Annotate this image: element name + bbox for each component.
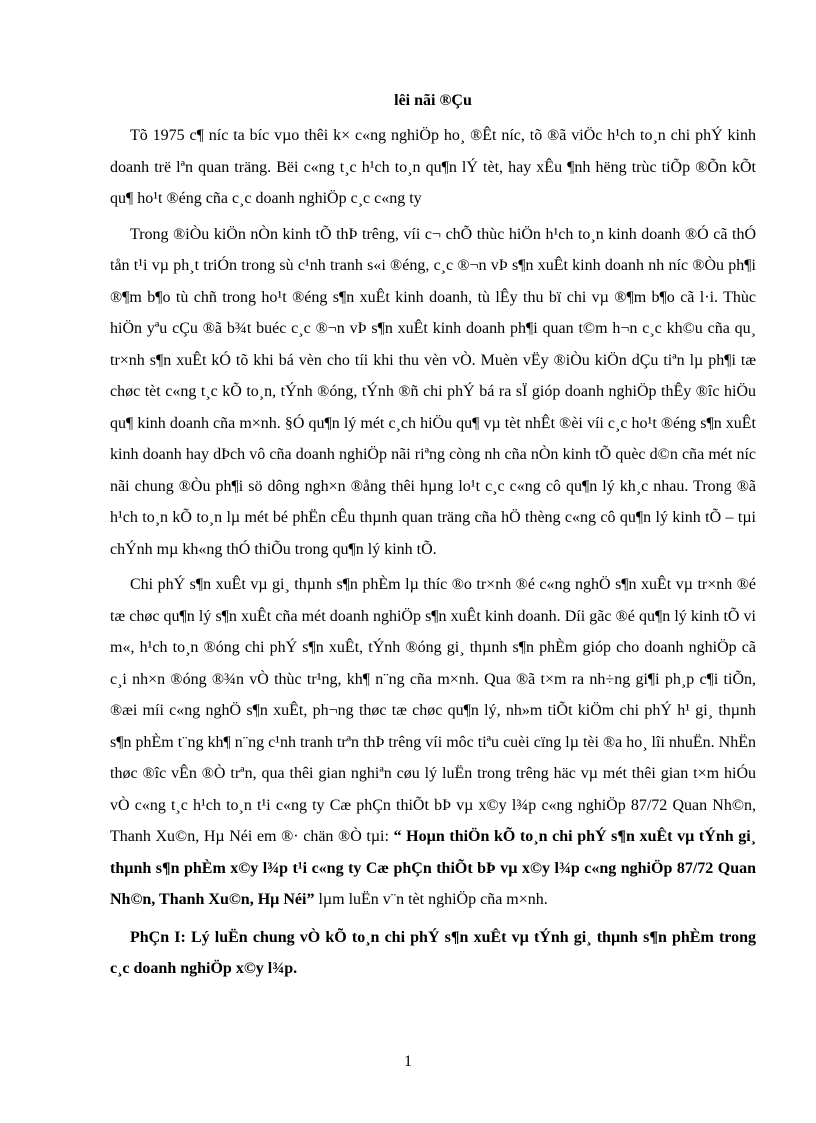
section-heading: PhÇn I: Lý luËn chung vÒ kÕ to¸n chi phÝ s¶n xuÊt vµ tÝnh gi¸ thµnh s¶n phÈm trong c¸c doanh nghiÖp x©y l¾p.	[110, 928, 756, 977]
paragraph-1: Tõ 1975 c¶ níc ta bíc vµo thêi k× c«ng nghiÖp ho¸ ®Êt níc, tõ ®ã viÖc h¹ch to¸n chi phÝ kinh doanh trë lªn quan träng. Bëi c«ng t¸c h¹ch to¸n qu¶n lÝ tèt, hay xÊu ¶nh hëng trùc tiÕp ®Õn kÕt qu¶ ho¹t ®éng cña c¸c doanh nghiÖp c¸c c«ng ty	[110, 127, 756, 207]
document-title: lêi nãi ®Çu	[394, 92, 472, 109]
paragraph-3-tail: lµm luËn v¨n tèt nghiÖp cña m×nh.	[314, 891, 548, 908]
page-number: 1	[404, 1053, 412, 1070]
paragraph-3-text: Chi phÝ s¶n xuÊt vµ gi¸ thµnh s¶n phÈm lµ thíc ®o tr×nh ®é c«ng nghÖ s¶n xuÊt vµ tr×nh ®é tæ chøc qu¶n lý s¶n xuÊt cña mét doanh nghiÖp s¶n xuÊt kinh doanh. Díi gãc ®é qu¶n lý kinh tÕ vi m«, h¹ch to¸n ®óng chi phÝ s¶n xuÊt, tÝnh ®óng gi¸ thµnh s¶n phÈm gióp cho doanh nghiÖp cã c¸i nh×n ®óng ®¾n vÒ thùc tr¹ng, kh¶ n¨ng cña m×nh. Qua ®ã t×m ra nh÷ng gi¶i ph¸p c¶i tiÕn, ®æi míi c«ng nghÖ s¶n xuÊt, ph¬ng thøc tæ chøc qu¶n lý, nh»m tiÕt kiÖm chi phÝ h¹ gi¸ thµnh s¶n phÈm t¨ng kh¶ n¨ng c¹nh tranh trªn thÞ trêng víi môc tiªu cuèi cïng lµ tèi ®a ho¸ lîi nhuËn. NhËn thøc ®îc vÊn ®Ò trªn, qua thêi gian nghiªn cøu lý luËn trong trêng häc vµ mét thêi gian t×m hiÓu vÒ c«ng t¸c h¹ch to¸n t¹i c«ng ty Cæ phÇn thiÕt bÞ vµ x©y l¾p c«ng nghiÖp 87/72 Quan Nh©n, Thanh Xu©n, Hµ Néi em ®· chän ®Ò tµi:	[110, 576, 756, 845]
document-page	[110, 86, 756, 985]
thesis-topic-title: “ Hoµn thiÖn kÕ to¸n chi phÝ s¶n xuÊt vµ tÝnh gi¸ thµnh s¶n phÈm x©y l¾p t¹i c«ng ty Cæ phÇn thiÕt bÞ vµ x©y l¾p c«ng nghiÖp 87/72 Quan Nh©n, Thanh Xu©n, Hµ Néi”	[110, 828, 757, 908]
paragraph-2: Trong ®iÒu kiÖn nÒn kinh tÕ thÞ trêng, víi c¬ chÕ thùc hiÖn h¹ch to¸n kinh doanh ®Ó cã thÓ tån t¹i vµ ph¸t triÓn trong sù c¹nh tranh s«i ®éng, c¸c ®¬n vÞ s¶n xuÊt kinh doanh nh níc ®Òu ph¶i ®¶m b¶o tù chñ trong ho¹t ®éng s¶n xuÊt kinh doanh, tù lÊy thu bï chi vµ ®¶m b¶o cã l·i. Thùc hiÖn yªu cÇu ®ã b¾t buéc c¸c ®¬n vÞ s¶n xuÊt kinh doanh ph¶i quan t©m h¬n c¸c kh©u cña qu¸ tr×nh s¶n xuÊt kÓ tõ khi bá vèn cho tíi khi thu vèn vÒ. Muèn vËy ®iÒu kiÖn dÇu tiªn lµ ph¶i tæ chøc tèt c«ng t¸c kÕ to¸n, tÝnh ®óng, tÝnh ®ñ chi phÝ bá ra sÏ gióp doanh nghiÖp thÊy ®îc hiÖu qu¶ kinh doanh cña m×nh. §Ó qu¶n lý mét c¸ch hiÖu qu¶ vµ tèt nhÊt ®èi víi c¸c ho¹t ®éng s¶n xuÊt kinh doanh hay dÞch vô cña doanh nghiÖp nãi riªng còng nh cña nÒn kinh tÕ quèc d©n cña mét níc nãi chung ®Òu ph¶i sö dông ngh×n ®ång thêi hµng lo¹t c¸c c«ng cô qu¶n lý kh¸c nhau. Trong ®ã h¹ch to¸n kÕ to¸n lµ mét bé phËn cÊu thµnh quan träng cña hÖ thèng c«ng cô qu¶n lý kinh tÕ – tµi chÝnh mµ kh«ng thÓ thiÕu trong qu¶n lý kinh tÕ.	[110, 225, 756, 558]
paragraph-3	[110, 569, 756, 916]
